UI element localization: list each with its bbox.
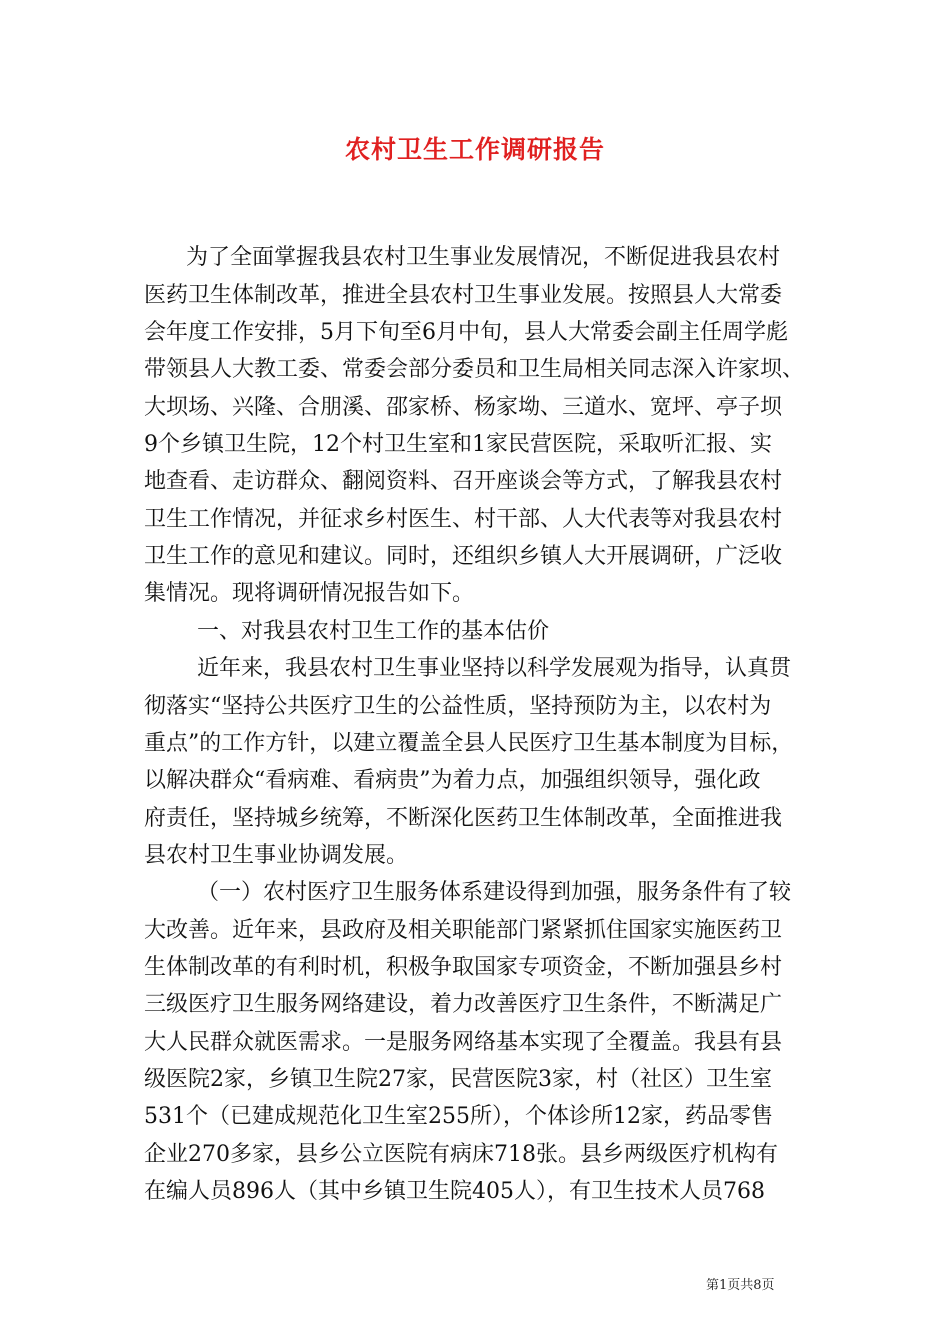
body-line: 会年度工作安排，5月下旬至6月中旬，县人大常委会副主任周学彪 [144, 320, 788, 345]
body-line: 企业270多家，县乡公立医院有病床718张。县乡两级医疗机构有 [144, 1142, 778, 1167]
body-line: 生体制改革的有利时机，积极争取国家专项资金，不断加强县乡村 [144, 955, 783, 980]
body-line: 大改善。近年来，县政府及相关职能部门紧紧抓住国家实施医药卫 [144, 918, 783, 943]
body-line: 重点”的工作方针，以建立覆盖全县人民医疗卫生基本制度为目标， [144, 731, 794, 756]
body-line: 府责任，坚持城乡统筹，不断深化医药卫生体制改革，全面推进我 [144, 806, 783, 831]
body-line: 531个（已建成规范化卫生室255所），个体诊所12家，药品零售 [144, 1104, 773, 1129]
body-line: 为了全面掌握我县农村卫生事业发展情况，不断促进我县农村 [186, 245, 781, 270]
body-line: 9个乡镇卫生院，12个村卫生室和1家民营医院，采取听汇报、实 [144, 432, 772, 457]
body-line: 带领县人大教工委、常委会部分委员和卫生局相关同志深入许家坝、 [144, 357, 805, 382]
document-title: 农村卫生工作调研报告 [344, 135, 605, 164]
body-line: 县农村卫生事业协调发展。 [144, 843, 409, 868]
body-line: 大人民群众就医需求。一是服务网络基本实现了全覆盖。我县有县 [144, 1030, 783, 1055]
body-line: 三级医疗卫生服务网络建设，着力改善医疗卫生条件，不断满足广 [144, 992, 783, 1017]
body-line: 大坝场、兴隆、合朋溪、邵家桥、杨家坳、三道水、宽坪、亭子坝 [144, 395, 783, 420]
body-line: （一）农村医疗卫生服务体系建设得到加强，服务条件有了较 [197, 880, 792, 905]
page-number: 第1页共8页 [706, 1278, 775, 1293]
body-line: 近年来，我县农村卫生事业坚持以科学发展观为指导，认真贯 [197, 656, 792, 681]
body-line: 以解决群众“看病难、看病贵”为着力点，加强组织领导，强化政 [144, 768, 761, 793]
body-line: 在编人员896人（其中乡镇卫生院405人），有卫生技术人员768 [144, 1179, 765, 1204]
section-heading: 一、对我县农村卫生工作的基本估价 [197, 619, 550, 644]
body-line: 卫生工作情况，并征求乡村医生、村干部、人大代表等对我县农村 [144, 507, 783, 532]
body-line: 级医院2家，乡镇卫生院27家，民营医院3家，村（社区）卫生室 [144, 1067, 772, 1092]
body-line: 医药卫生体制改革，推进全县农村卫生事业发展。按照县人大常委 [144, 283, 783, 308]
body-line: 集情况。现将调研情况报告如下。 [144, 581, 475, 606]
body-line: 卫生工作的意见和建议。同时，还组织乡镇人大开展调研，广泛收 [144, 544, 783, 569]
body-line: 地查看、走访群众、翻阅资料、召开座谈会等方式，了解我县农村 [144, 469, 783, 494]
body-line: 彻落实“坚持公共医疗卫生的公益性质，坚持预防为主，以农村为 [144, 694, 772, 719]
